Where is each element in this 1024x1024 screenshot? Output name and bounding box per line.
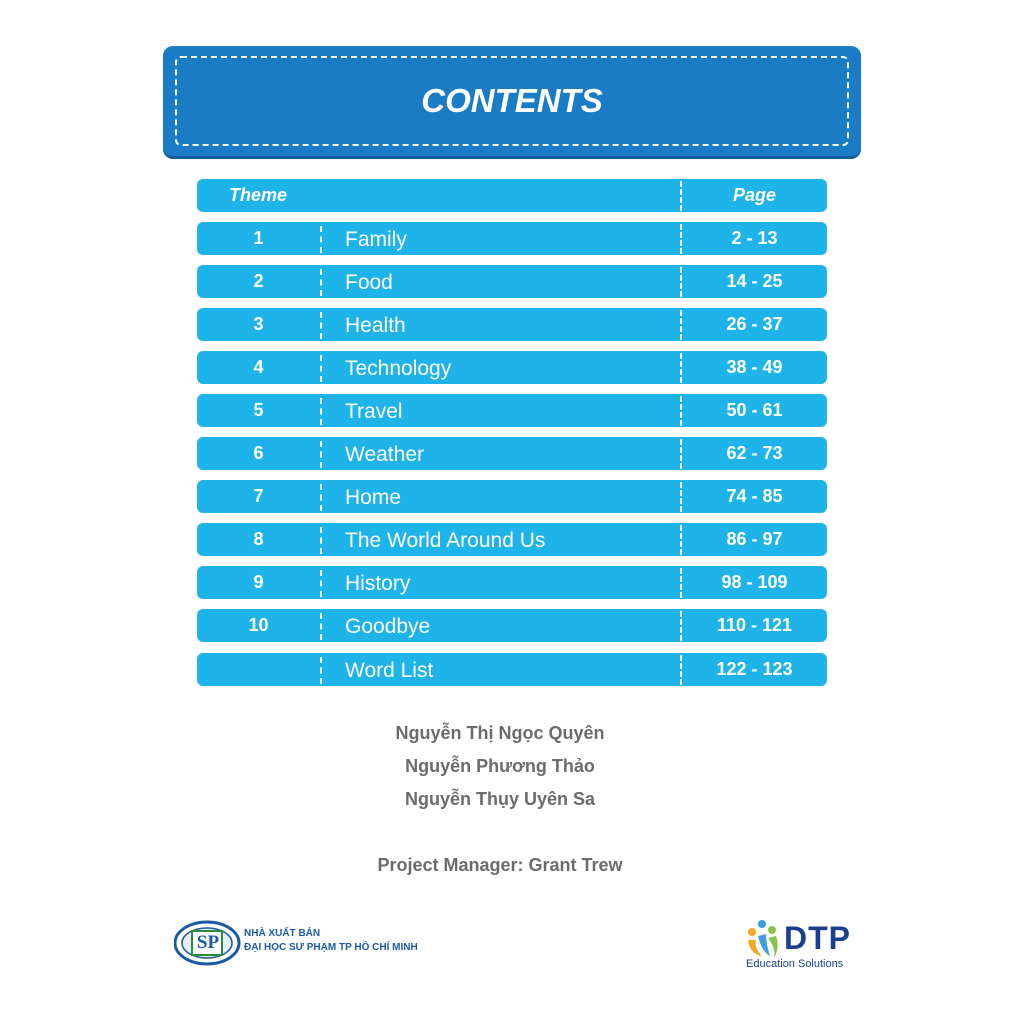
theme-number: 7 [253,486,264,506]
theme-name: Goodbye [345,615,431,638]
theme-number: 10 [248,615,269,635]
dtp-name: DTP [784,920,851,956]
theme-number: 1 [253,228,264,248]
publisher-logo-letters: SP [196,932,220,953]
theme-pages: 74 - 85 [726,486,783,506]
theme-number: 6 [253,443,264,463]
theme-number [197,653,320,686]
dtp-logo [744,916,864,976]
column-divider [320,441,322,468]
theme-name: Food [345,271,393,294]
theme-pages: 98 - 109 [721,572,788,592]
publisher-logo [174,920,454,966]
contents-title: CONTENTS [421,82,603,119]
theme-pages: 110 - 121 [716,615,793,635]
header-page: Page [732,185,777,205]
theme-pages: 26 - 37 [726,314,783,334]
author-name: Nguyễn Phương Thảo [405,756,595,776]
column-divider [320,269,322,296]
author-name: Nguyễn Thụy Uyên Sa [404,789,596,809]
theme-number: 3 [253,314,264,334]
theme-name: Home [345,486,402,509]
table-row [197,351,827,384]
table-row [197,653,827,686]
theme-name: Word List [345,659,434,682]
theme-pages: 122 - 123 [716,659,793,679]
column-divider [320,570,322,597]
theme-name: Health [345,314,406,337]
table-row [197,265,827,298]
publisher-line1: NHÀ XUẤT BẢN [244,928,321,939]
publisher-line2: ĐẠI HỌC SƯ PHẠM TP HỒ CHÍ MINH [244,942,418,953]
theme-pages: 2 - 13 [731,228,778,248]
theme-name: Travel [345,400,403,423]
table-header-row [197,179,827,212]
theme-pages: 50 - 61 [726,400,783,420]
theme-name: Technology [345,357,452,380]
table-row [197,222,827,255]
column-divider [320,312,322,339]
column-divider [320,657,322,684]
column-divider [320,527,322,554]
theme-name: Family [345,228,407,251]
table-row [197,566,827,599]
table-row [197,609,827,642]
column-divider [320,226,322,253]
column-divider [320,484,322,511]
theme-number: 4 [253,357,264,377]
theme-pages: 62 - 73 [726,443,783,463]
table-row [197,437,827,470]
table-row [197,394,827,427]
theme-number: 8 [253,529,264,549]
theme-number: 9 [253,572,264,592]
table-row [197,523,827,556]
theme-number: 5 [253,400,264,420]
theme-number: 2 [253,271,264,291]
column-divider [320,398,322,425]
author-name: Nguyễn Thị Ngọc Quyên [395,723,605,743]
theme-pages: 14 - 25 [726,271,783,291]
column-divider [320,355,322,382]
theme-pages: 38 - 49 [726,357,783,377]
column-divider [320,613,322,640]
theme-name: The World Around Us [345,529,546,552]
contents-title-wrap [163,82,861,120]
theme-name: History [345,572,411,595]
theme-name: Weather [345,443,424,466]
theme-pages: 86 - 97 [726,529,783,549]
table-row [197,308,827,341]
table-row [197,480,827,513]
project-manager: Project Manager: Grant Trew [377,855,623,875]
header-theme: Theme [229,185,288,205]
dtp-tagline: Education Solutions [746,958,844,970]
